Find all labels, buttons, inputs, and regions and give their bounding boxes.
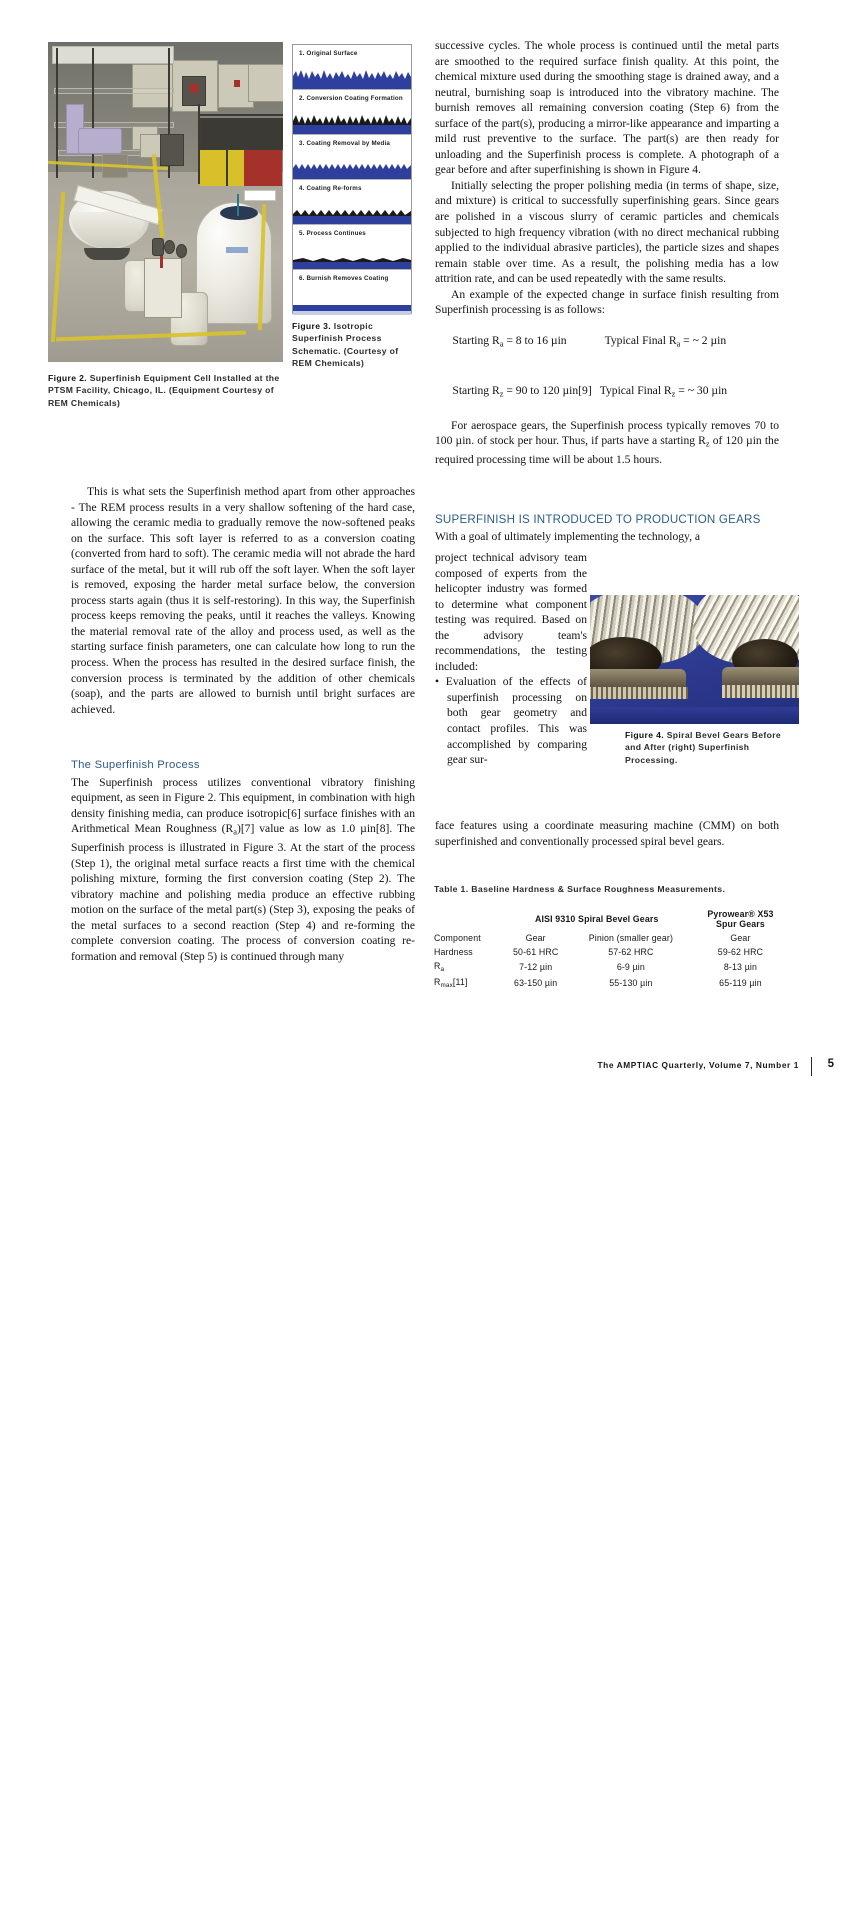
figure-3-step-label: 2. Conversion Coating Formation (299, 95, 403, 102)
table-row (434, 959, 789, 975)
eq1-right-rest: = ~ 2 µin (680, 334, 727, 348)
table-group-header-aisi: AISI 9310 Spiral Bevel Gears (534, 914, 659, 924)
row-label-ref: [11] (452, 976, 468, 987)
figure-3-caption-lead: Figure 3. (292, 321, 331, 331)
eq2-right-rest: = ~ 30 µin (675, 384, 728, 398)
table-row-label-hardness (434, 945, 502, 959)
table-cell: 8-13 µin (723, 961, 758, 972)
figure-3-step-label: 3. Coating Removal by Media (299, 140, 391, 147)
eq2-right-label: Typical Final R (599, 384, 672, 398)
left-column-section-heading: The Superfinish Process (71, 759, 200, 771)
table-cell: 57-62 HRC (608, 947, 654, 957)
eq2-left-label: Starting R (452, 384, 500, 398)
table-cell: 63-150 µin (514, 977, 558, 988)
lc-p2-part1: The Superfinish process utilizes conventional vibratory finishing equipment, as seen in Figure 2. This equipment, in combination with high density finishing media, can produce isotropic[6] surface finishes with an Arithmetical Mean Roughness (R (71, 775, 415, 836)
table-col-header-component: Component (434, 933, 481, 943)
figure-3-step-label: 1. Original Surface (299, 50, 358, 57)
figure-3-schematic (292, 44, 412, 314)
eq1-left-rest: = 8 to 16 µin (503, 334, 567, 348)
figure-3-caption-text: Isotropic Superfinish Process Schematic. (Courtesy of REM Chemicals) (292, 321, 399, 369)
lc-p2-part2: )[7] value as low as 1.0 µin[8]. The Superfinish process is illustrated in Figure 3. At the start of the process (Step 1), the original metal surface reacts a first time with the chemical polishing mixture, forming the first conversion coating (Step 2). The vibratory machine and polishing media produce an effective rubbing motion on the surface of the metal part(s) (Step 3), exposing the peaks of the metal surfaces to a second reaction (Step 4) and re-forming the complete conversion coating. The process of conversion coating re-formation and removal (Step 5) is continued through many (71, 822, 415, 963)
table-spacer-cell (434, 907, 502, 931)
rc-p4-part-a: For aerospace gears, the Superfinish process typically removes 70 to 100 µin. of stock per hour. Thus, if parts have a starting R (435, 418, 779, 448)
table-row-label-rmax (434, 975, 502, 991)
figure-3-profile-4 (293, 202, 411, 224)
figure-3-step (293, 270, 411, 315)
eq1-left-sub: a (499, 339, 504, 349)
figure-3-step (293, 135, 411, 180)
figure-4-caption-lead: Figure 4. (625, 730, 664, 740)
right-column-block-3 (435, 818, 779, 849)
right-column-paragraph-7: face features using a coordinate measuring machine (CMM) on both superfinished and conventionally processed spiral bevel gears. (435, 819, 779, 848)
right-column-bullet-1 (435, 674, 587, 767)
table-1-title-text: Baseline Hardness & Surface Roughness Measurements. (468, 884, 726, 894)
bullet-1-text: Evaluation of the effects of superfinish processing on both gear geometry and contact profiles. This was accomplished by comparing gear sur- (445, 675, 587, 767)
table-cell: 6-9 µin (616, 961, 645, 972)
footer-publication-text: The AMPTIAC Quarterly, Volume 7, Number 1 (597, 1060, 799, 1070)
figure-3-caption (292, 320, 410, 370)
table-1-grid (434, 907, 789, 991)
figure-4-photo (590, 595, 799, 724)
right-column-paragraph-5: With a goal of ultimately implementing the technology, a (435, 529, 701, 543)
figure-4-caption (625, 729, 795, 766)
right-column-paragraph-2: Initially selecting the proper polishing media (in terms of shape, size, and mixture) is critical to successfully superfinishing gears. Since gears are polished in a viscous slurry of ceramic particles and chemicals subjected to high frequency vibration (with no direct mechanical rubbing applied to the individual abrasive particles), the particle sizes and shapes remain stable over time. As a result, the polishing media has a low attrition rate, and can be used repeatedly with the same results. (435, 178, 779, 286)
table-1-title (434, 884, 789, 894)
right-column-paragraph-6: project technical advisory team composed of experts from the helicopter industry was formed to determine what component testing was required. Based on the advisory team's recommendations, the testing included: (435, 551, 587, 673)
table-1 (434, 884, 789, 991)
figure-3-step-label: 4. Coating Re-forms (299, 185, 362, 192)
table-cell: 55-130 µin (609, 977, 653, 988)
figure-3-profile-5 (293, 247, 411, 269)
table-cell: 50-61 HRC (513, 947, 559, 957)
page-footer (0, 1057, 849, 1079)
figure-3-profile-2 (293, 112, 411, 134)
figure-2-caption (48, 372, 280, 409)
table-row-label-ra (434, 959, 502, 975)
rc-p4-sub-z: z (705, 439, 710, 449)
eq2-right-sub: z (671, 389, 676, 399)
figure-2-photo (48, 42, 283, 362)
table-1-title-lead: Table 1. (434, 884, 469, 894)
right-column-paragraph-3: An example of the expected change in surface finish resulting from Superfinish processing is as follows: (435, 287, 779, 317)
eq1-right-sub: a (676, 339, 681, 349)
left-column-paragraph-2 (71, 775, 415, 965)
figure-3-step-label: 6. Burnish Removes Coating (299, 275, 389, 282)
footer-page-number: 5 (827, 1058, 834, 1070)
bullet-icon: • (435, 675, 446, 689)
table-cell: 7-12 µin (519, 961, 553, 972)
figure-3-step (293, 45, 411, 90)
left-column-paragraph-1: This is what sets the Superfinish method apart from other approaches - The REM process results in a very shallow softening of the hard case, allowing the ceramic media to gradually remove the now-softened peaks on the surface. This soft layer is referred to as a conversion coating (converted from hard to soft). The ceramic media will not abrade the hard surface of the metal, but it will rub off the soft layer. When the soft layer is removed, exposing the harder metal surface below, the conversion process starts again (thus it is self-restoring). In this way, the Superfinish process keeps removing the peaks, until it reaches the valleys. Knowing the material removal rate of the alloy and process used, as well as the starting surface finish parameters, one can calculate how long to run the process. When the process has resulted in the desired surface finish, the conversion process is terminated by the addition of other chemicals (soap), and the parts are allowed to burnish until bright surfaces are achieved. (71, 485, 415, 716)
right-column-paragraph-4 (435, 418, 779, 468)
footer-divider (811, 1057, 812, 1076)
eq1-right-label: Typical Final R (604, 334, 677, 348)
eq2-left-sub: z (499, 389, 504, 399)
table-col-header-pinion: Pinion (smaller gear) (588, 933, 674, 943)
right-column-block-1 (435, 38, 779, 468)
figure-3-step-label: 5. Process Continues (299, 230, 366, 237)
rc-p4-part-b: of 120 µin the required processing time will be about 1.5 hours. (435, 434, 779, 467)
right-column-section-heading: SUPERFINISH IS INTRODUCED TO PRODUCTION GEARS (435, 513, 761, 526)
row-label-text: R (434, 976, 441, 987)
table-row (434, 945, 789, 959)
roughness-equation-row-1 (435, 318, 779, 368)
figure-3-step (293, 180, 411, 225)
figure-3-step (293, 225, 411, 270)
left-column-section (71, 758, 415, 964)
table-col-header-gear-2: Gear (730, 933, 751, 943)
row-label-sub: max (440, 981, 453, 989)
row-label-text: Hardness (434, 947, 473, 957)
row-label-text: R (434, 961, 441, 971)
figure-3-profile-3 (293, 157, 411, 179)
left-column-paragraph-block (71, 484, 415, 717)
figure-2-caption-text: Superfinish Equipment Cell Installed at the PTSM Facility, Chicago, IL. (Equipment Courtesy of REM Chemicals) (48, 373, 280, 408)
table-cell: 59-62 HRC (717, 947, 764, 957)
table-row (434, 975, 789, 991)
table-row-group-header (434, 907, 789, 931)
right-column-paragraph-1: successive cycles. The whole process is continued until the metal parts are smoothed to the required surface finish quality. At this point, the chemical mixture used during the smoothing stage is drained away, and a neutral, burnishing soap is introduced into the vibratory machine. The burnish removes all remaining conversion coating (Step 6) from the surface of the part(s), producing a mirror-like appearance and imparting a mild rust preventive to the surface. The part(s) are then ready for unloading and the Superfinish process is complete. A photograph of a gear before and after superfinishing is shown in Figure 4. (435, 39, 779, 177)
figure-2-caption-lead: Figure 2. (48, 373, 87, 383)
right-column-wrap-text (435, 550, 587, 768)
roughness-equation-row-2 (435, 368, 779, 418)
figure-3-step (293, 90, 411, 135)
table-row-column-header (434, 931, 789, 945)
figure-3-profile-6 (293, 293, 411, 315)
pyrowear-line-2: Spur Gears (716, 919, 765, 929)
eq2-left-rest: = 90 to 120 µin[9] (503, 384, 592, 398)
table-group-header-pyrowear (692, 907, 789, 931)
right-column-block-2 (435, 512, 779, 544)
lc-p2-sub-a: a (233, 827, 237, 837)
figure-4-caption-text: Spiral Bevel Gears Before and After (right) Superfinish Processing. (625, 730, 782, 765)
eq1-left-label: Starting R (452, 334, 500, 348)
pyrowear-line-1: Pyrowear® X53 (707, 909, 774, 919)
table-cell: 65-119 µin (719, 977, 762, 988)
table-col-header-gear: Gear (525, 933, 546, 943)
row-label-sub: a (440, 965, 445, 973)
figure-3-profile-1 (293, 67, 411, 89)
